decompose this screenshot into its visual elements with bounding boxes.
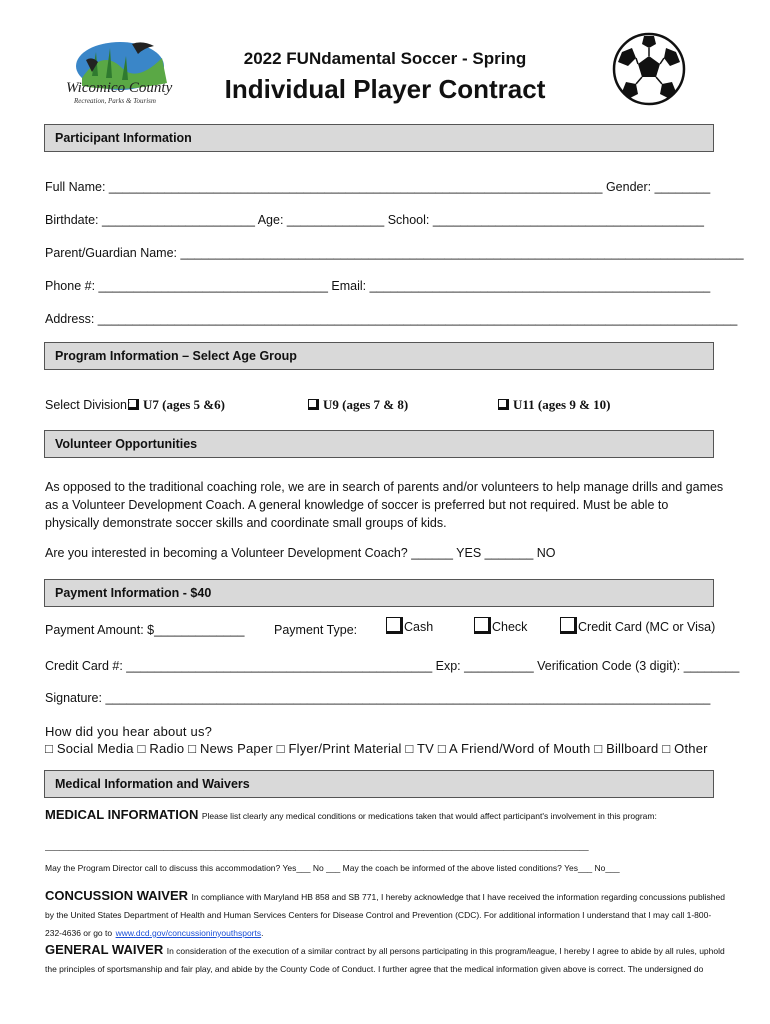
division-u9-option[interactable]: U9 (ages 7 & 8) bbox=[308, 397, 408, 413]
general-waiver bbox=[45, 941, 725, 977]
volunteer-section-header: Volunteer Opportunities bbox=[44, 430, 714, 458]
parent-name-field[interactable]: Parent/Guardian Name: _________________________________________________________________________________ bbox=[45, 246, 744, 260]
soccer-ball-icon bbox=[612, 32, 686, 106]
medical-instructions: Please list clearly any medical conditions or medications taken that would affect participant's involvement in this program: bbox=[201, 811, 657, 821]
participant-section-header: Participant Information bbox=[44, 124, 714, 152]
payment-cash-option[interactable]: Cash bbox=[386, 617, 433, 634]
checkbox-icon bbox=[308, 399, 319, 410]
payment-section-header: Payment Information - $40 bbox=[44, 579, 714, 607]
medical-info-row bbox=[45, 807, 657, 823]
logo-text: Wicomico County bbox=[66, 80, 173, 96]
checkbox-icon bbox=[128, 399, 139, 410]
checkbox-icon bbox=[474, 617, 491, 634]
payment-check-option[interactable]: Check bbox=[474, 617, 527, 634]
payment-amount-field[interactable]: Payment Amount: $_____________ bbox=[45, 623, 245, 637]
program-title: 2022 FUNdamental Soccer - Spring bbox=[243, 49, 527, 68]
birthdate-field[interactable]: Birthdate: ______________________ Age: ______________ School: _______________________________________ bbox=[45, 213, 704, 227]
phone-email-field[interactable]: Phone #: _________________________________ Email: _________________________________________________ bbox=[45, 279, 711, 293]
general-heading: GENERAL WAIVER bbox=[45, 942, 164, 957]
select-division-label: Select Division: bbox=[45, 398, 131, 412]
division-u11-option[interactable]: U11 (ages 9 & 10) bbox=[498, 397, 611, 413]
hear-about-options[interactable]: □ Social Media □ Radio □ News Paper □ Flyer/Print Material □ TV □ A Friend/Word of Mouth □ Billboard □ Other bbox=[45, 741, 708, 756]
address-field[interactable]: Address: ____________________________________________________________________________________________ bbox=[45, 312, 738, 326]
volunteer-description: As opposed to the traditional coaching role, we are in search of parents and/or volunteers to help manage drills and games as a Volunteer Development Coach. A general knowledge of soccer is preferred but not required. Must be able to physically demonstrate soccer skills and coordinate small groups of kids. bbox=[45, 480, 724, 530]
contract-title: Individual Player Contract bbox=[224, 74, 546, 104]
checkbox-icon bbox=[560, 617, 577, 634]
accommodation-question[interactable]: May the Program Director call to discuss this accommodation? Yes___ No ___ May the coach be informed of the above listed conditions? Yes___ No___ bbox=[45, 863, 620, 873]
program-section-header: Program Information – Select Age Group bbox=[44, 342, 714, 370]
credit-card-field[interactable]: Credit Card #: ____________________________________________ Exp: __________ Verification Code (3 digit): ________ bbox=[45, 659, 740, 673]
concussion-waiver: CONCUSSION WAIVER In compliance with Maryland HB 858 and SB 771, I hereby acknowledge that I have received the information regarding concussions published by the United States Department of Health and Human Services Centers for Disease Control and Prevention (CDC). For additional information I understand that I may call 1-800-232-4636 or go to www.dcd.gov/concussioninyouthsports. bbox=[45, 888, 725, 938]
concussion-link[interactable]: www.dcd.gov/concussioninyouthsports bbox=[115, 928, 262, 938]
concussion-heading: CONCUSSION WAIVER bbox=[45, 888, 189, 903]
concussion-text: In compliance with Maryland HB 858 and SB 771, I hereby acknowledge that I have received the information regarding concussions published by the United States Department of Health and Human Services Centers for Disease Control and Prevention (CDC). For additional information I understand that I may call 1-800-232-4636 or go to bbox=[45, 892, 725, 938]
medical-heading: MEDICAL INFORMATION bbox=[45, 807, 199, 822]
medical-conditions-field[interactable]: ___________________________________________________________________________________________________________________ bbox=[45, 841, 589, 851]
full-name-field[interactable]: Full Name: _______________________________________________________________________ Gender: ________ bbox=[45, 180, 711, 194]
signature-field[interactable]: Signature: _______________________________________________________________________________________ bbox=[45, 691, 711, 705]
checkbox-icon bbox=[498, 399, 509, 410]
checkbox-icon bbox=[386, 617, 403, 634]
medical-section-header: Medical Information and Waivers bbox=[44, 770, 714, 798]
hear-about-question: How did you hear about us? bbox=[45, 724, 213, 739]
volunteer-question[interactable]: Are you interested in becoming a Volunteer Development Coach? ______ YES _______ NO bbox=[45, 546, 556, 560]
payment-credit-option[interactable]: Credit Card (MC or Visa) bbox=[560, 617, 715, 634]
division-u7-option[interactable]: U7 (ages 5 &6) bbox=[128, 397, 225, 413]
payment-type-label: Payment Type: bbox=[274, 623, 358, 637]
general-text: In consideration of the execution of a similar contract by all persons participating in this program/league, I hereby I agree to abide by all rules, uphold the principles of sportsmanship and fair play, and abide by the County Code of Conduct. I further agree that the medical information given above is correct. The undersigned do bbox=[45, 946, 725, 974]
logo-subtext: Recreation, Parks & Tourism bbox=[74, 97, 156, 105]
